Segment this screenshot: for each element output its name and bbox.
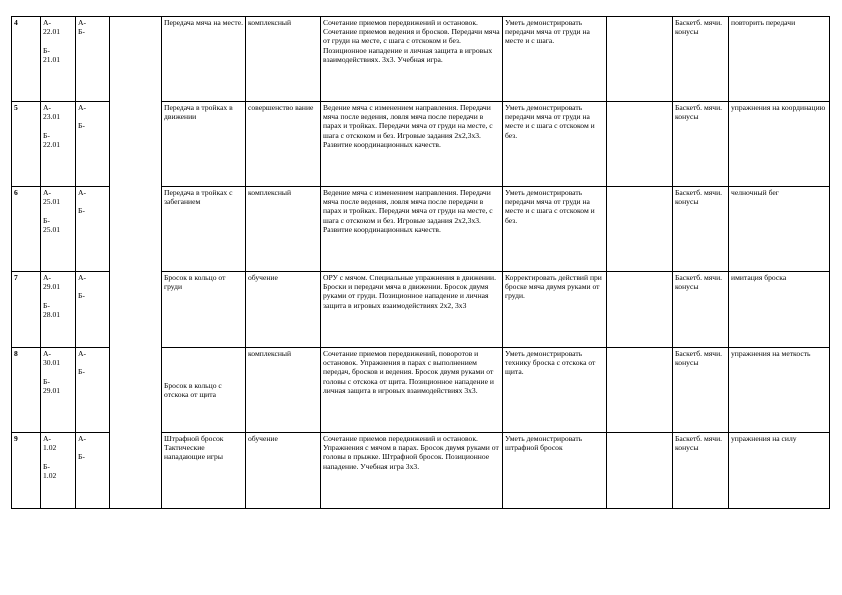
extra-cell (607, 187, 673, 272)
lesson-plan-table (11, 16, 830, 509)
lesson-content: ОРУ с мячом. Специальные упражнения в движении. Броски и передачи мяча в движении. Бросок двумя руками от груди. Позиционное нападение и личная защита в игровых взаимодействиях 2х2, 3х3 (321, 272, 503, 348)
lesson-topic: Передача мяча на месте. (162, 17, 246, 102)
lesson-outcome: Уметь демонстрировать передачи мяча от груди на месте и с шага с отскоком и без. (503, 187, 607, 272)
lesson-homework: упражнения на силу (729, 433, 830, 509)
lesson-date-a: А- 29.01 Б- 28.01 (41, 272, 76, 348)
lesson-equipment: Баскетб. мячи. конусы (673, 272, 729, 348)
lesson-type: обучение (246, 433, 321, 509)
lesson-homework: упражнения на координацию (729, 102, 830, 187)
lesson-number: 4 (12, 17, 41, 102)
lesson-type: обучение (246, 272, 321, 348)
lesson-topic: Штрафной бросок Тактические нападающие игры (162, 433, 246, 509)
lesson-content: Сочетание приемов передвижений и остановок. Сочетание приемов ведения и бросков. Передачи мяча от груди на месте, с шага с отскоком и без. Позиционное нападение и личная защита в игровых взаимодействиях. 3х3. Учебная игра. (321, 17, 503, 102)
lesson-content: Сочетание приемов передвижений, поворотов и остановок. Упражнения в парах с выполнением передач, бросков и ведения. Бросок двумя руками от головы с отскока от щита. Позиционное нападение и личная защита в игровых взаимодействиях 3х3. (321, 348, 503, 433)
lesson-content: Сочетание приемов передвижений и остановок. Упражнения с мячом в парах. Бросок двумя руками от головы в прыжке. Штрафной бросок. Позиционное нападение. Учебная игра 3х3. (321, 433, 503, 509)
lesson-type: комплексный (246, 348, 321, 433)
lesson-number: 6 (12, 187, 41, 272)
lesson-outcome: Корректировать действий при броске мяча двумя руками от груди. (503, 272, 607, 348)
lesson-type: комплексный (246, 187, 321, 272)
lesson-outcome: Уметь демонстрировать передачи мяча от груди на месте и с шага. (503, 17, 607, 102)
lesson-homework: упражнения на меткость (729, 348, 830, 433)
lesson-topic: Передача в тройках с забеганием (162, 187, 246, 272)
lesson-date-b: А- Б- (76, 102, 110, 187)
lesson-number: 8 (12, 348, 41, 433)
lesson-number: 5 (12, 102, 41, 187)
lesson-equipment: Баскетб. мячи. конусы (673, 187, 729, 272)
lesson-homework: челночный бег (729, 187, 830, 272)
lesson-date-b: А- Б- (76, 17, 110, 102)
lesson-date-a: А- 25.01 Б- 25.01 (41, 187, 76, 272)
lesson-number: 7 (12, 272, 41, 348)
blank-cell (110, 17, 162, 509)
lesson-homework: повторить передачи (729, 17, 830, 102)
lesson-type: комплексный (246, 17, 321, 102)
lesson-date-b: А- Б- (76, 348, 110, 433)
lesson-outcome: Уметь демонстрировать технику броска с отскока от щита. (503, 348, 607, 433)
lesson-date-b: А- Б- (76, 272, 110, 348)
lesson-date-b: А- Б- (76, 187, 110, 272)
lesson-homework: имитация броска (729, 272, 830, 348)
lesson-equipment: Баскетб. мячи. конусы (673, 17, 729, 102)
extra-cell (607, 102, 673, 187)
lesson-content: Ведение мяча с изменением направления. Передачи мяча после ведения, ловля мяча после передачи в парах и тройках. Передачи мяча от груди на месте, с шага с отскоком и без. Игровые задания 2х2,3х3. Развитие координационных качеств. (321, 187, 503, 272)
lesson-date-a: А- 30.01 Б- 29.01 (41, 348, 76, 433)
extra-cell (607, 433, 673, 509)
extra-cell (607, 348, 673, 433)
lesson-content: Ведение мяча с изменением направления. Передачи мяча после ведения, ловля мяча после передачи в парах и тройках. Передачи мяча от груди на месте, с шага с отскоком и без. Игровые задания 2х2,3х3. Развитие координационных качеств. (321, 102, 503, 187)
lesson-date-a: А- 22.01 Б- 21.01 (41, 17, 76, 102)
lesson-date-b: А- Б- (76, 433, 110, 509)
lesson-equipment: Баскетб. мячи. конусы (673, 102, 729, 187)
lesson-type: совершенство вание (246, 102, 321, 187)
extra-cell (607, 272, 673, 348)
lesson-date-a: А- 23.01 Б- 22.01 (41, 102, 76, 187)
lesson-outcome: Уметь демонстрировать штрафной бросок (503, 433, 607, 509)
lesson-equipment: Баскетб. мячи. конусы (673, 433, 729, 509)
lesson-outcome: Уметь демонстрировать передачи мяча от груди на месте и с шага с отскоком и без. (503, 102, 607, 187)
extra-cell (607, 17, 673, 102)
table-row (12, 17, 830, 102)
lesson-topic: Бросок в кольцо с отскока от щита (162, 348, 246, 433)
lesson-date-a: А- 1.02 Б- 1.02 (41, 433, 76, 509)
lesson-topic: Бросок в кольцо от груди (162, 272, 246, 348)
lesson-topic: Передача в тройках в движении (162, 102, 246, 187)
lesson-equipment: Баскетб. мячи. конусы (673, 348, 729, 433)
lesson-number: 9 (12, 433, 41, 509)
